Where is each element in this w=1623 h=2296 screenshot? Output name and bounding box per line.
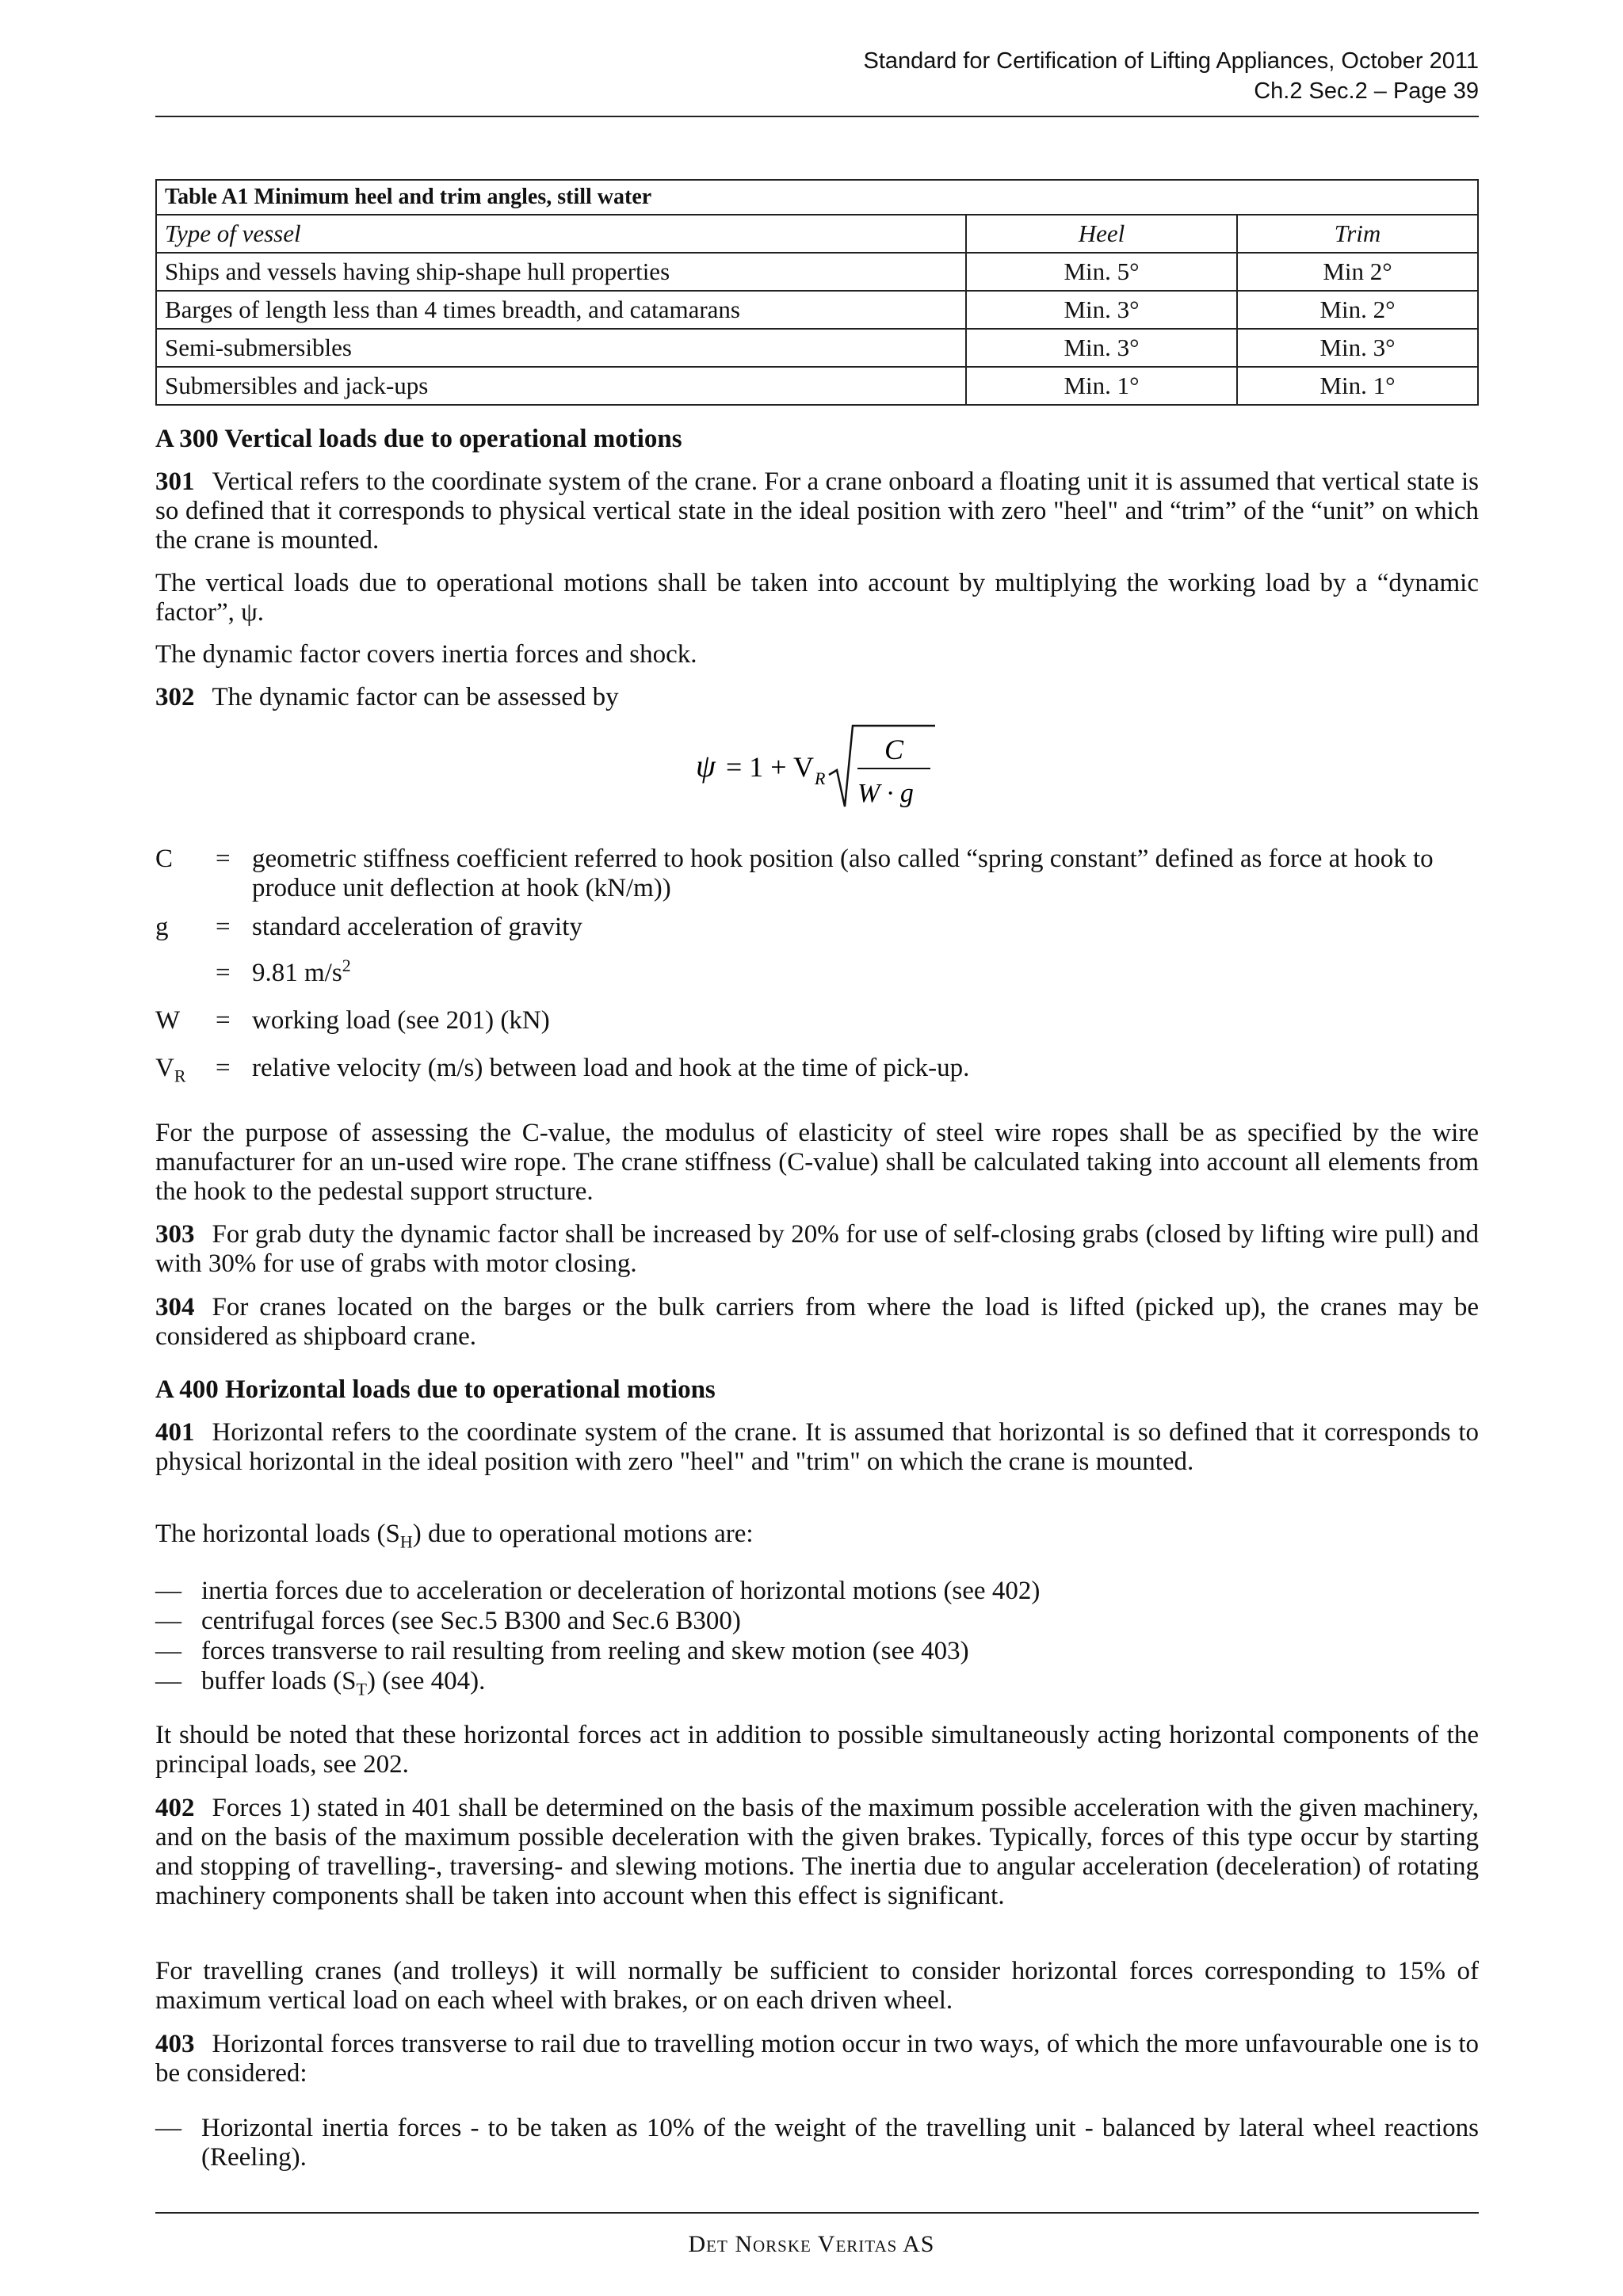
paragraph-text: The dynamic factor can be assessed by: [212, 683, 619, 711]
header-rule: [155, 116, 1479, 117]
paragraph-number: 302: [155, 683, 195, 711]
text-fragment: The horizontal loads (S: [155, 1520, 400, 1548]
cell-type: Barges of length less than 4 times breadth, and catamarans: [156, 291, 966, 329]
page-footer: [0, 2231, 1623, 2258]
dynamic-factor-formula: [689, 719, 943, 814]
subscript: T: [356, 1679, 367, 1699]
em-dash-marker: —: [155, 2114, 181, 2142]
paragraph-number: 401: [155, 1418, 195, 1447]
footer-rule: [155, 2212, 1479, 2214]
def-text: [252, 955, 1479, 988]
table-row: [156, 367, 1478, 405]
paragraph-c-value: For the purpose of assessing the C-value, the modulus of elasticity of steel wire ropes shall be as specified by the wire manufacturer for an un-used wire rope. The crane stiffness (C-value) shall be calculated taking into account all elements from the hook to the pedestal support structure.: [155, 1119, 1479, 1206]
definition-c: [155, 845, 1479, 908]
footer-publisher: Det Norske Veritas AS: [688, 2231, 935, 2257]
paragraph-text: Horizontal forces transverse to rail due to travelling motion occur in two ways, of which the more unfavourable one is to be considered:: [155, 2030, 1479, 2088]
paragraph-number: 403: [155, 2030, 195, 2058]
formula-sub-r: R: [815, 769, 826, 788]
definition-g-value: [155, 955, 1479, 990]
definition-g: [155, 913, 1479, 944]
list-item-text: Horizontal inertia forces - to be taken as 10% of the weight of the travelling unit - balanced by lateral wheel reactions (Reeling).: [201, 2114, 1479, 2172]
subscript: H: [399, 1531, 413, 1552]
cell-heel: Min. 1°: [966, 367, 1237, 405]
table-row: [156, 253, 1478, 291]
col-header-trim: Trim: [1237, 215, 1478, 253]
def-symbol: W: [155, 1006, 181, 1035]
cell-heel: Min. 3°: [966, 329, 1237, 367]
paragraph-vertical-loads: The vertical loads due to operational motions shall be taken into account by multiplying the working load by a “dynamic factor”, ψ.: [155, 569, 1479, 627]
paragraph-travelling-cranes: For travelling cranes (and trolleys) it will normally be sufficient to consider horizontal forces corresponding to 15% of maximum vertical load on each wheel with brakes, or on each driven wheel.: [155, 1957, 1479, 2015]
col-header-heel: Heel: [966, 215, 1237, 253]
list-item-text: centrifugal forces (see Sec.5 B300 and Sec.6 B300): [201, 1607, 741, 1635]
paragraph-number: 303: [155, 1220, 195, 1249]
table-header-row: [156, 215, 1478, 253]
def-equals: =: [216, 1054, 231, 1082]
list-item: [155, 1577, 1479, 1608]
paragraph-403: [155, 2030, 1479, 2088]
cell-trim: Min. 2°: [1237, 291, 1478, 329]
def-symbol-sub: R: [174, 1066, 186, 1086]
paragraph-text: Forces 1) stated in 401 shall be determined on the basis of the maximum possible acceleration with the given machinery, and on the basis of the maximum possible deceleration with the given brakes. Typically, forces of this type occur by starting and stopping of travelling-, traversing- and slewing motions. The inertia due to angular acceleration (deceleration) of rotating machinery components shall be taken into account when this effect is significant.: [155, 1794, 1479, 1910]
paragraph-text: Horizontal refers to the coordinate system of the crane. It is assumed that horizontal is so defined that it corresponds to physical horizontal in the ideal position with zero "heel" and "trim" on which the crane is mounted.: [155, 1418, 1479, 1476]
def-symbol: g: [155, 913, 169, 941]
cell-trim: Min 2°: [1237, 253, 1478, 291]
def-equals: =: [216, 845, 231, 873]
formula-psi: ψ: [696, 748, 716, 784]
def-text: geometric stiffness coefficient referred to hook position (also called “spring constant” defined as force at hook to produce unit deflection at hook (kN/m)): [252, 845, 1434, 902]
formula-eq: = 1 + V: [726, 751, 814, 783]
paragraph-text: Vertical refers to the coordinate system of the crane. For a crane onboard a floating unit it is assumed that vertical state is so defined that it corresponds to physical vertical state in the ideal position with zero "heel" and “trim” of the “unit” on which the crane is mounted.: [155, 467, 1479, 555]
section-heading-a300: A 300 Vertical loads due to operational motions: [155, 425, 682, 453]
paragraph-301: [155, 467, 1479, 555]
em-dash-marker: —: [155, 1637, 181, 1665]
table-caption: Table A1 Minimum heel and trim angles, still water: [156, 180, 1478, 215]
def-equals: =: [216, 913, 231, 941]
formula-numerator: C: [884, 734, 904, 765]
def-equals: =: [216, 959, 231, 987]
list-item: [155, 1607, 1479, 1638]
em-dash-marker: —: [155, 1607, 181, 1635]
cell-type: Ships and vessels having ship-shape hull properties: [156, 253, 966, 291]
paragraph-303: [155, 1220, 1479, 1279]
col-header-type: Type of vessel: [156, 215, 966, 253]
cell-trim: Min. 3°: [1237, 329, 1478, 367]
definition-w: [155, 1006, 1479, 1038]
paragraph-text: For grab duty the dynamic factor shall be increased by 20% for use of self-closing grabs (closed by lifting wire pull) and with 30% for use of grabs with motor closing.: [155, 1220, 1479, 1278]
list-item: [155, 1637, 1479, 1669]
paragraph-402: [155, 1794, 1479, 1911]
table-row: [156, 329, 1478, 367]
list-item: [155, 2114, 1479, 2177]
paragraph-401: [155, 1418, 1479, 1477]
em-dash-marker: —: [155, 1577, 181, 1605]
cell-type: Semi-submersibles: [156, 329, 966, 367]
def-symbol: C: [155, 845, 174, 873]
paragraph-302: [155, 683, 1479, 712]
list-item-text: [201, 1667, 1479, 1699]
def-symbol-main: V: [155, 1054, 174, 1082]
def-text: standard acceleration of gravity: [252, 913, 582, 941]
text-fragment: buffer loads (S: [201, 1667, 357, 1695]
list-item-text: inertia forces due to acceleration or deceleration of horizontal motions (see 402): [201, 1577, 1041, 1605]
cell-heel: Min. 3°: [966, 291, 1237, 329]
cell-type: Submersibles and jack-ups: [156, 367, 966, 405]
paragraph-dynamic-factor: The dynamic factor covers inertia forces and shock.: [155, 640, 697, 669]
def-value: 9.81 m/s: [252, 959, 342, 987]
cell-trim: Min. 1°: [1237, 367, 1478, 405]
header-standard-title: Standard for Certification of Lifting Appliances, October 2011: [863, 48, 1479, 74]
paragraph-horizontal-loads: [155, 1520, 1479, 1552]
paragraph-note: It should be noted that these horizontal forces act in addition to possible simultaneously acting horizontal components of the principal loads, see 202.: [155, 1721, 1479, 1779]
cell-heel: Min. 5°: [966, 253, 1237, 291]
text-fragment: ) (see 404).: [366, 1667, 486, 1695]
list-item-text: forces transverse to rail resulting from reeling and skew motion (see 403): [201, 1637, 969, 1665]
list-item: [155, 1667, 1479, 1699]
heel-trim-table: [155, 179, 1479, 406]
def-equals: =: [216, 1006, 231, 1035]
paragraph-number: 301: [155, 467, 195, 496]
text-fragment: ) due to operational motions are:: [412, 1520, 754, 1548]
page-header: [864, 46, 1479, 106]
table-row: [156, 291, 1478, 329]
paragraph-text: For cranes located on the barges or the bulk carriers from where the load is lifted (picked up), the cranes may be considered as shipboard crane.: [155, 1293, 1479, 1351]
paragraph-number: 402: [155, 1794, 195, 1822]
section-heading-a400: A 400 Horizontal loads due to operational motions: [155, 1375, 716, 1404]
header-section-page: Ch.2 Sec.2 – Page 39: [1254, 78, 1479, 104]
def-text: working load (see 201) (kN): [252, 1006, 550, 1035]
paragraph-304: [155, 1293, 1479, 1352]
def-superscript: 2: [342, 955, 351, 975]
def-text: relative velocity (m/s) between load and hook at the time of pick-up.: [252, 1054, 970, 1082]
paragraph-number: 304: [155, 1293, 195, 1322]
def-symbol: [155, 1054, 186, 1086]
em-dash-marker: —: [155, 1667, 181, 1695]
formula-denominator: W · g: [857, 779, 914, 808]
definition-vr: [155, 1054, 1479, 1085]
